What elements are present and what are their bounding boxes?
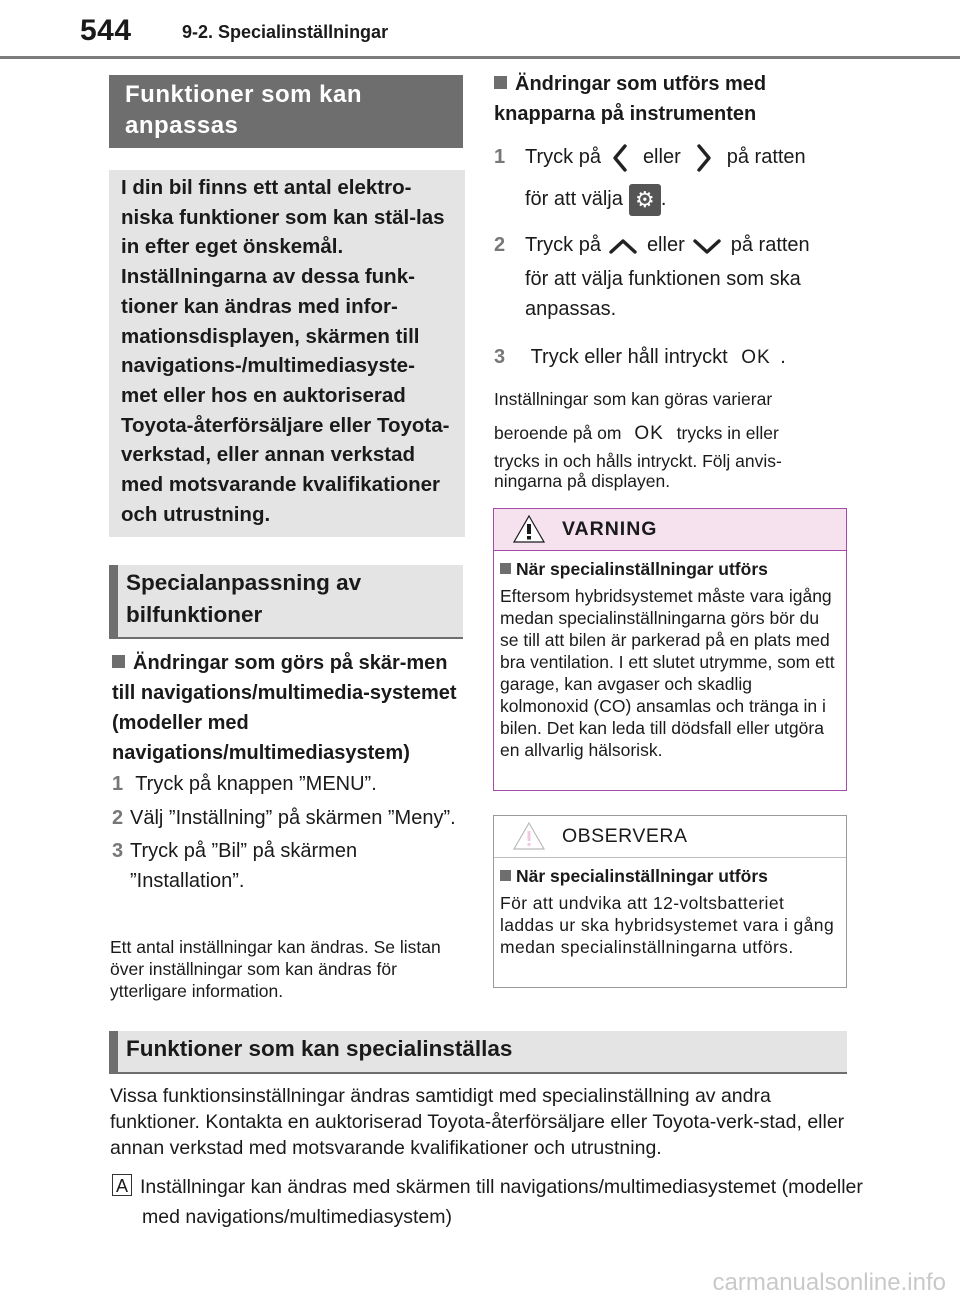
step-text: eller bbox=[642, 146, 681, 169]
step-text: Tryck på knappen ”MENU”. bbox=[135, 773, 377, 795]
subhead-instrument-buttons bbox=[494, 69, 834, 129]
warning-box bbox=[493, 508, 847, 791]
step-text: på ratten bbox=[726, 146, 806, 169]
info-line: beroende på om bbox=[494, 423, 622, 443]
note-settings-list: Ett antal inställningar kan ändras. Se listan över inställningar som kan ändras för ytterligare information. bbox=[110, 937, 441, 1001]
info-line: Inställningar som kan göras varierar bbox=[494, 389, 773, 409]
label-a-box: A bbox=[112, 1174, 132, 1196]
step-text: på ratten bbox=[730, 234, 810, 257]
heading-special-functions: Funktioner som kan specialinställas bbox=[109, 1031, 847, 1074]
warning-header bbox=[494, 509, 846, 551]
heading-special-customization: Specialanpassning av bilfunktioner bbox=[109, 565, 463, 639]
subhead-text: Ändringar som görs på skär-men till navigations/multimedia-systemet (modeller med navigations/multimediasystem) bbox=[112, 652, 457, 764]
steps-list bbox=[112, 770, 457, 896]
warning-body: Eftersom hybridsystemet måste vara igång medan specialinställningarna görs bör du se till att bilen är parkerad på en plats med bra ventilation. I ett slutet utrymme, som ett garage, kan avgaser och skadlig kolmonoxid (CO) ansamlas och tränga in i bilen. Det kan leda till dödsfall eller utgöra en allvarlig hälsorisk. bbox=[500, 586, 835, 760]
bottom-body-text: Vissa funktionsinställningar ändras samtidigt med specialinställning av andra funktioner. Kontakta en auktoriserad Toyota-återförsäljare eller Toyota-verk-stad, eller annan verkstad med motsvarande kvalifikationer och utrustning. bbox=[110, 1085, 845, 1159]
notice-box bbox=[493, 815, 847, 988]
step-text: Välj ”Inställning” på skärmen ”Meny”. bbox=[130, 806, 456, 829]
step-text: Tryck eller håll intryckt bbox=[530, 346, 728, 368]
chevron-right-icon bbox=[681, 142, 725, 174]
right-step-1 bbox=[494, 140, 844, 218]
notice-subhead-text: När specialinställningar utförs bbox=[516, 866, 768, 886]
item-a-text: Inställningar kan ändras med skärmen till navigations/multimediasystemet (modeller med navigations/multimediasystem) bbox=[140, 1176, 863, 1228]
info-settings-vary bbox=[494, 388, 834, 491]
ok-button-icon: OK bbox=[741, 347, 771, 368]
subhead-text: Ändringar som utförs med knapparna på instrumenten bbox=[494, 73, 767, 125]
square-bullet-icon bbox=[112, 655, 125, 668]
square-bullet-icon bbox=[500, 563, 511, 574]
step-text: eller bbox=[646, 234, 685, 257]
chevron-left-icon bbox=[601, 142, 641, 174]
step-number: 3 bbox=[112, 840, 124, 862]
section-title: 9-2. Specialinställningar bbox=[182, 22, 389, 42]
caution-triangle-icon bbox=[512, 821, 546, 851]
step-text: för att välja funktionen som ska anpassas. bbox=[525, 268, 801, 320]
info-line: trycks in och hålls intryckt. Följ anvis-ningarna på displayen. bbox=[494, 451, 782, 491]
heading-functions-customizable: Funktioner som kan anpassas bbox=[109, 75, 463, 148]
header-rule bbox=[0, 56, 960, 59]
step-number: 1 bbox=[494, 146, 506, 169]
step-text: Tryck på bbox=[525, 146, 601, 169]
item-a bbox=[112, 1172, 877, 1232]
notice-header bbox=[494, 816, 846, 858]
right-step-3 bbox=[494, 343, 844, 373]
chevron-down-icon bbox=[685, 234, 729, 258]
step-3 bbox=[112, 837, 457, 896]
step-text: Tryck på ”Bil” på skärmen ”Installation”. bbox=[130, 840, 358, 892]
ok-button-icon: OK bbox=[634, 423, 664, 444]
right-step-2 bbox=[494, 230, 844, 324]
chevron-up-icon bbox=[601, 234, 645, 258]
step-text: . bbox=[780, 346, 786, 368]
intro-text: I din bil finns ett antal elektro-niska funktioner som kan stäl-las in efter eget önskemål. Inställningarna av dessa funk-tioner kan ändras med infor-mationsdisplayen, skärmen till navigations-/multimediasyste-met eller hos en auktoriserad Toyota-återförsäljare eller Toyota-verkstad, eller annan verkstad med motsvarande kvalifikationer och utrustning. bbox=[121, 176, 450, 526]
notice-subhead bbox=[494, 858, 846, 887]
step-1 bbox=[112, 770, 457, 800]
step-number: 1 bbox=[112, 773, 124, 795]
notice-title: OBSERVERA bbox=[562, 825, 688, 847]
step-text: för att välja bbox=[525, 188, 623, 211]
page-number: 544 bbox=[80, 14, 132, 47]
step-text: Tryck på bbox=[525, 234, 601, 257]
step-text: . bbox=[660, 188, 667, 211]
warning-triangle-icon bbox=[512, 514, 546, 544]
intro-box bbox=[109, 170, 465, 537]
watermark: carmanualsonline.info bbox=[712, 1269, 946, 1296]
warning-subhead-text: När specialinställningar utförs bbox=[516, 559, 768, 579]
step-number: 2 bbox=[494, 234, 506, 257]
warning-subhead bbox=[494, 551, 846, 580]
square-bullet-icon bbox=[494, 76, 507, 89]
gear-icon: ⚙ bbox=[629, 184, 661, 216]
step-number: 2 bbox=[112, 806, 124, 829]
notice-body: För att undvika att 12-voltsbatteriet laddas ur ska hybridsystemet vara i gång medan specialinställningarna utförs. bbox=[500, 893, 835, 957]
warning-title: VARNING bbox=[562, 518, 658, 540]
step-number: 3 bbox=[494, 346, 506, 368]
step-2 bbox=[112, 804, 457, 834]
square-bullet-icon bbox=[500, 870, 511, 881]
subhead-navigation-changes bbox=[112, 648, 462, 768]
info-line: trycks in eller bbox=[676, 423, 779, 443]
